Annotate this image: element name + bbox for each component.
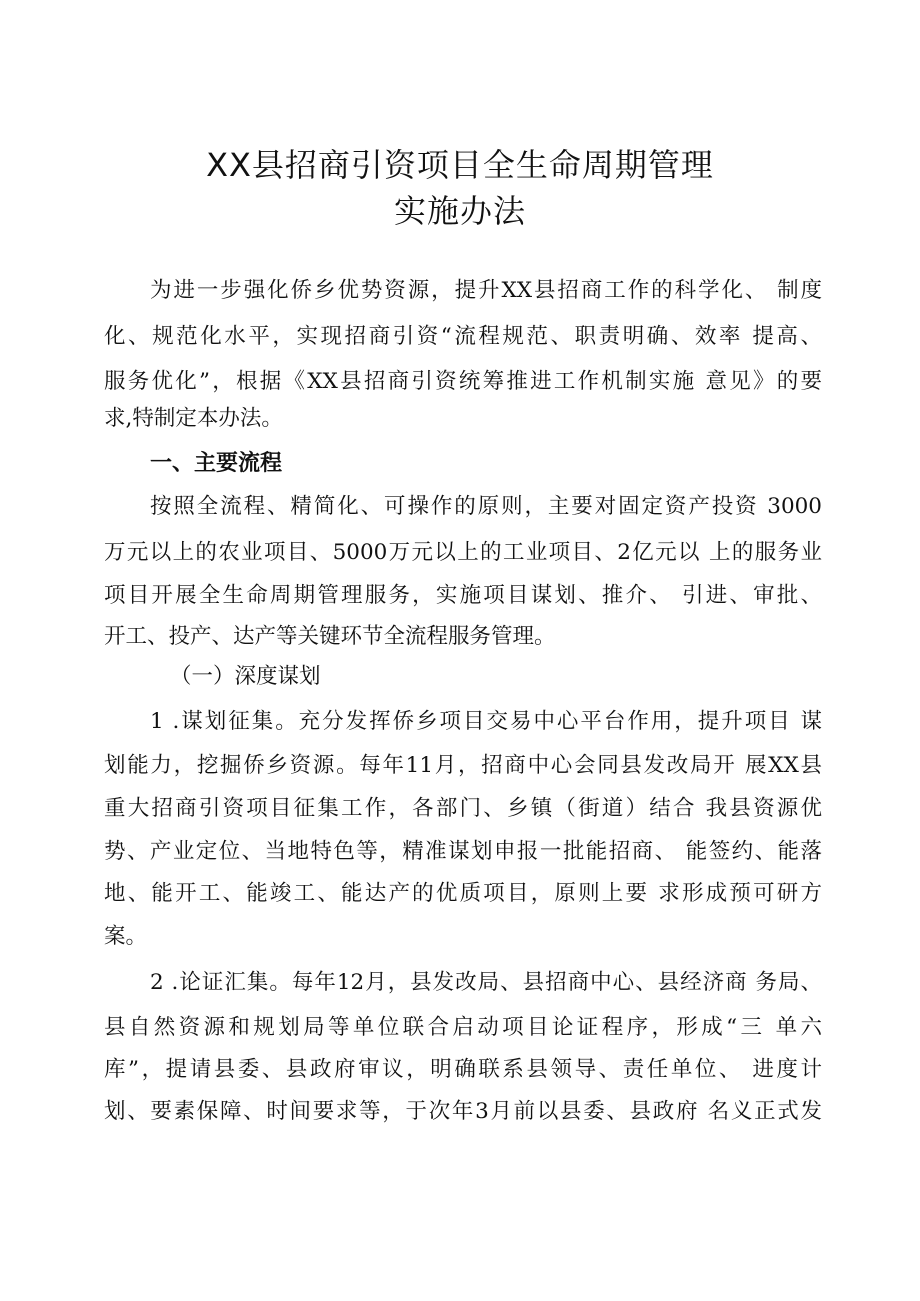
section1-line: 项目开展全生命周期管理服务，实施项目谋划、推介、 引进、审批、 <box>104 583 822 608</box>
item2-line: 县自然资源和规划局等单位联合启动项目论证程序，形成“三 单六 <box>104 1015 822 1040</box>
intro-line: 化、规范化水平，实现招商引资“流程规范、职责明确、效率 提高、 <box>104 324 822 349</box>
intro-line: 服务优化”，根据《XX县招商引资统筹推进工作机制实施 意见》的要 <box>104 369 822 394</box>
item1-line: 势、产业定位、当地特色等，精准谋划申报一批能招商、 能签约、能落 <box>104 839 822 864</box>
intro-line: 为进一步强化侨乡优势资源，提升XX县招商工作的科学化、 制度 <box>150 278 822 303</box>
item2-line: 划、要素保障、时间要求等，于次年3月前以县委、县政府 名义正式发 <box>104 1099 822 1124</box>
section1-line: 开工、投产、达产等关键环节全流程服务管理。 <box>104 624 556 649</box>
section1-line: 按照全流程、精简化、可操作的原则，主要对固定资产投资 3000 <box>150 494 822 519</box>
item1-line: 地、能开工、能竣工、能达产的优质项目，原则上要 求形成预可研方 <box>104 881 822 906</box>
section1-line: 万元以上的农业项目、5000万元以上的工业项目、2亿元以 上的服务业 <box>104 540 822 565</box>
item1-line: 重大招商引资项目征集工作，各部门、乡镇（街道）结合 我县资源优 <box>104 796 822 821</box>
intro-line: 求,特制定本办法。 <box>104 406 283 431</box>
item2-line: 库”，提请县委、县政府审议，明确联系县领导、责任单位、 进度计 <box>104 1057 822 1082</box>
item2-line: 2 .论证汇集。每年12月，县发改局、县招商中心、县经济商 务局、 <box>150 970 822 995</box>
section-heading: 一、主要流程 <box>150 451 283 476</box>
item1-line: 案。 <box>104 924 148 949</box>
item1-line: 划能力，挖掘侨乡资源。每年11月，招商中心会同县发改局开 展XX县 <box>104 753 822 778</box>
document-title-line-2: 实施办法 <box>393 192 526 230</box>
subsection-heading: （一）深度谋划 <box>170 664 321 689</box>
item1-line: 1 .谋划征集。充分发挥侨乡项目交易中心平台作用，提升项目 谋 <box>150 709 822 734</box>
document-title-line-1: XX县招商引资项目全生命周期管理 <box>206 146 714 184</box>
